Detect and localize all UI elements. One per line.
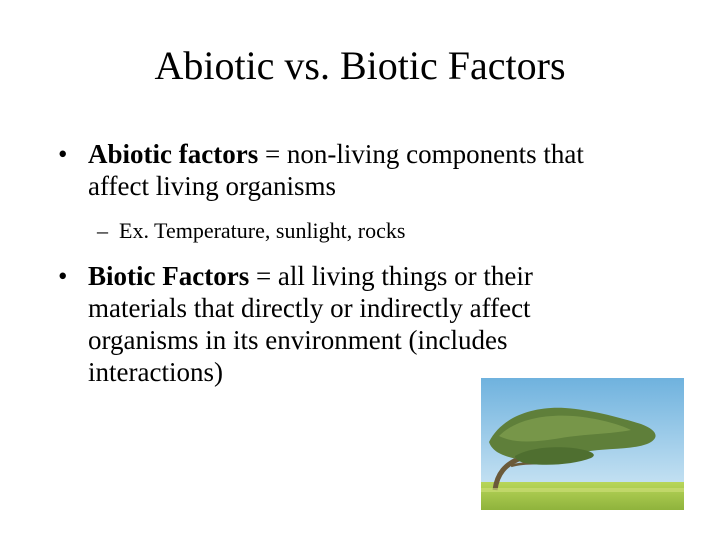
slide-title: Abiotic vs. Biotic Factors	[154, 43, 566, 88]
bullet-text	[88, 260, 628, 388]
sub-bullet-text: Ex. Temperature, sunlight, rocks	[119, 218, 406, 243]
bullet-definition: = all living things or their materials that directly or indirectly affect organisms in its environment (includes interactions)	[88, 261, 533, 387]
bullet-marker: •	[58, 261, 68, 291]
bullet-term: Biotic Factors	[88, 261, 250, 291]
bullet-text	[88, 138, 628, 202]
bullet-term: Abiotic factors	[88, 139, 259, 169]
sub-bullet-marker: –	[97, 218, 108, 243]
grass-tufts	[481, 488, 684, 492]
tree-illustration	[481, 378, 684, 510]
bullet-marker: •	[58, 139, 68, 169]
bullet-definition: = non-living components that affect living organisms	[88, 139, 584, 201]
wind-swept-tree-photo	[481, 378, 684, 510]
grass	[481, 482, 684, 510]
